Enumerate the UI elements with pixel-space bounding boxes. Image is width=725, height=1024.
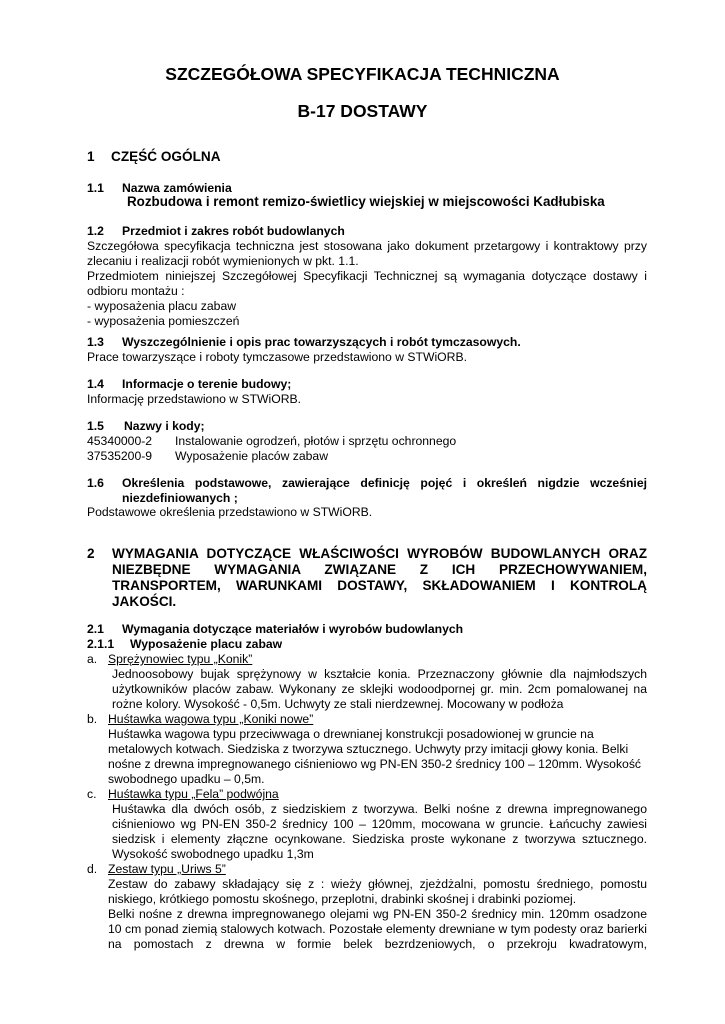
paragraph-line: Podstawowe określenia przedstawiono w STWiORB.	[87, 505, 373, 519]
item-line: użytkowników placów zabaw. Wykonany ze sklejki wodoodpornej gr. min. 2cm pomalowanej na	[112, 682, 647, 696]
item-line: Jednoosobowy bujak sprężynowy w kształcie konia. Przeznaczony głównie dla najmłodszych	[112, 667, 647, 681]
item-letter: b.	[87, 712, 98, 726]
section-2-title-line: NIEZBĘDNE WYMAGANIA ZWIĄZANE Z ICH PRZECHOWYWANIEM,	[112, 562, 647, 577]
cpv-code: 45340000-2	[87, 434, 153, 448]
subsection-1-2-number: 1.2	[87, 224, 104, 238]
section-2-title-line: JAKOŚCI.	[112, 594, 177, 609]
item-line: nośne z drewna impregnowanego ciśnieniowo wg PN-EN 350-2 średnicy 100 – 120mm. Wysokość	[108, 757, 642, 771]
paragraph-line: Prace towarzyszące i roboty tymczasowe przedstawiono w STWiORB.	[87, 350, 467, 364]
item-name: Huśtawka wagowa typu „Koniki nowe”	[108, 712, 314, 726]
section-title: CZĘŚĆ OGÓLNA	[111, 149, 221, 164]
subsection-2-1-title: Wymagania dotyczące materiałów i wyrobów budowlanych	[122, 622, 464, 636]
section-number: 1	[87, 149, 95, 164]
subsection-1-3-title: Wyszczególnienie i opis prac towarzyszących i robót tymczasowych.	[122, 335, 521, 349]
item-line: siedzisk i elementy złączne ocynkowane. Siedziska proste wykonane z tworzywa sztucznego.	[112, 832, 647, 846]
item-name: Sprężynowiec typu „Konik”	[108, 652, 253, 666]
item-letter: c.	[87, 787, 97, 801]
item-line: na pomostach z drewna w formie belek bezrdzeniowych, o przekroju kwadratowym,	[108, 937, 647, 951]
cpv-code: 37535200-9	[87, 449, 153, 463]
order-name: Rozbudowa i remont remizo-świetlicy wiejskiej w miejscowości Kadłubiska	[127, 194, 605, 209]
subsection-1-1-number: 1.1	[87, 181, 104, 195]
paragraph-line: Informację przedstawiono w STWiORB.	[87, 392, 302, 406]
subsection-1-1-title: Nazwa zamówienia	[122, 181, 232, 195]
section-2-number: 2	[87, 546, 95, 561]
item-line: niskiego, krótkiego pomostu skośnego, przeplotni, drabinki skośnej i drabinki poziomej.	[108, 892, 577, 906]
paragraph-line: Przedmiotem niniejszej Szczegółowej Specyfikacji Technicznej są wymagania dotyczące dostawy i	[87, 269, 647, 283]
item-line: Huśtawka wagowa typu przeciwwaga o drewnianej konstrukcji posadowionej w gruncie na	[108, 727, 594, 741]
item-name: Huśtawka typu „Fela” podwójna	[108, 787, 279, 801]
subsection-1-3-number: 1.3	[87, 335, 104, 349]
subsection-1-5-number: 1.5	[87, 419, 104, 433]
item-line: metalowych kotwach. Siedziska z tworzywa sztucznego. Uchwyty przy imitacji głowy konia. Belki	[108, 742, 629, 756]
document-subtitle: B-17 DOSTAWY	[297, 101, 428, 121]
paragraph-line: zlecaniu i realizacji robót wymienionych w pkt. 1.1.	[87, 254, 359, 268]
subsection-1-5-title: Nazwy i kody;	[124, 419, 205, 433]
section-2-title-line: TRANSPORTEM, WARUNKAMI DOSTAWY, SKŁADOWANIEM I KONTROLĄ	[112, 578, 647, 593]
paragraph-line: Szczegółowa specyfikacja techniczna jest stosowana jako dokument przetargowy i kontraktowy przy	[87, 239, 647, 253]
item-name: Zestaw typu „Uriws 5”	[108, 862, 226, 876]
document-title: SZCZEGÓŁOWA SPECYFIKACJA TECHNICZNA	[165, 64, 560, 84]
subsection-1-6-number: 1.6	[87, 476, 104, 490]
item-line: Wysokość swobodnego upadku 1,3m	[112, 847, 314, 861]
section-2-title-line: WYMAGANIA DOTYCZĄCE WŁAŚCIWOŚCI WYROBÓW BUDOWLANYCH ORAZ	[112, 546, 647, 561]
item-line: swobodnego upadku – 0,5m.	[108, 772, 265, 786]
item-line: ciśnieniowo wg PN-EN 350-2 średnicy 100 – 120mm, mocowana w gruncie. Łańcuchy zawiesi	[112, 817, 647, 831]
subsection-1-4-number: 1.4	[87, 377, 104, 391]
item-line: rożne kolory. Wysokość - 0,5m. Uchwyty ze stali nierdzewnej. Mocowany w podłoża	[112, 697, 564, 711]
cpv-description: Instalowanie ogrodzeń, płotów i sprzętu ochronnego	[175, 434, 457, 448]
item-letter: a.	[87, 652, 98, 666]
subsection-1-6-title: Określenia podstawowe, zawierające definicję pojęć i określeń nigdzie wcześniej	[122, 476, 647, 490]
list-item: - wyposażenia placu zabaw	[87, 299, 237, 313]
subsection-1-2-title: Przedmiot i zakres robót budowlanych	[122, 224, 345, 238]
subsection-2-1-1-number: 2.1.1	[87, 637, 115, 651]
cpv-description: Wyposażenie placów zabaw	[175, 449, 328, 463]
subsection-2-1-1-title: Wyposażenie placu zabaw	[130, 637, 283, 651]
item-line: Belki nośne z drewna impregnowanego olejami wg PN-EN 350-2 średnicy min. 120mm osadzone	[108, 907, 647, 921]
item-line: Zestaw do zabawy składający się z : wieży głównej, zjeżdżalni, pomostu średniego, pomostu	[108, 877, 647, 891]
item-letter: d.	[87, 862, 98, 876]
subsection-1-4-title: Informacje o terenie budowy;	[122, 377, 292, 391]
subsection-1-6-title-cont: niezdefiniowanych ;	[122, 491, 238, 505]
item-line: Huśtawka dla dwóch osób, z siedziskiem z tworzywa. Belki nośne z drewna impregnowanego	[112, 802, 647, 816]
item-line: 10 cm ponad ziemią stalowych kotwach. Pozostałe elementy drewniane w tym podesty oraz barierki	[108, 922, 647, 936]
list-item: - wyposażenia pomieszczeń	[87, 314, 240, 328]
subsection-2-1-number: 2.1	[87, 622, 104, 636]
paragraph-line: odbioru montażu :	[87, 284, 185, 298]
